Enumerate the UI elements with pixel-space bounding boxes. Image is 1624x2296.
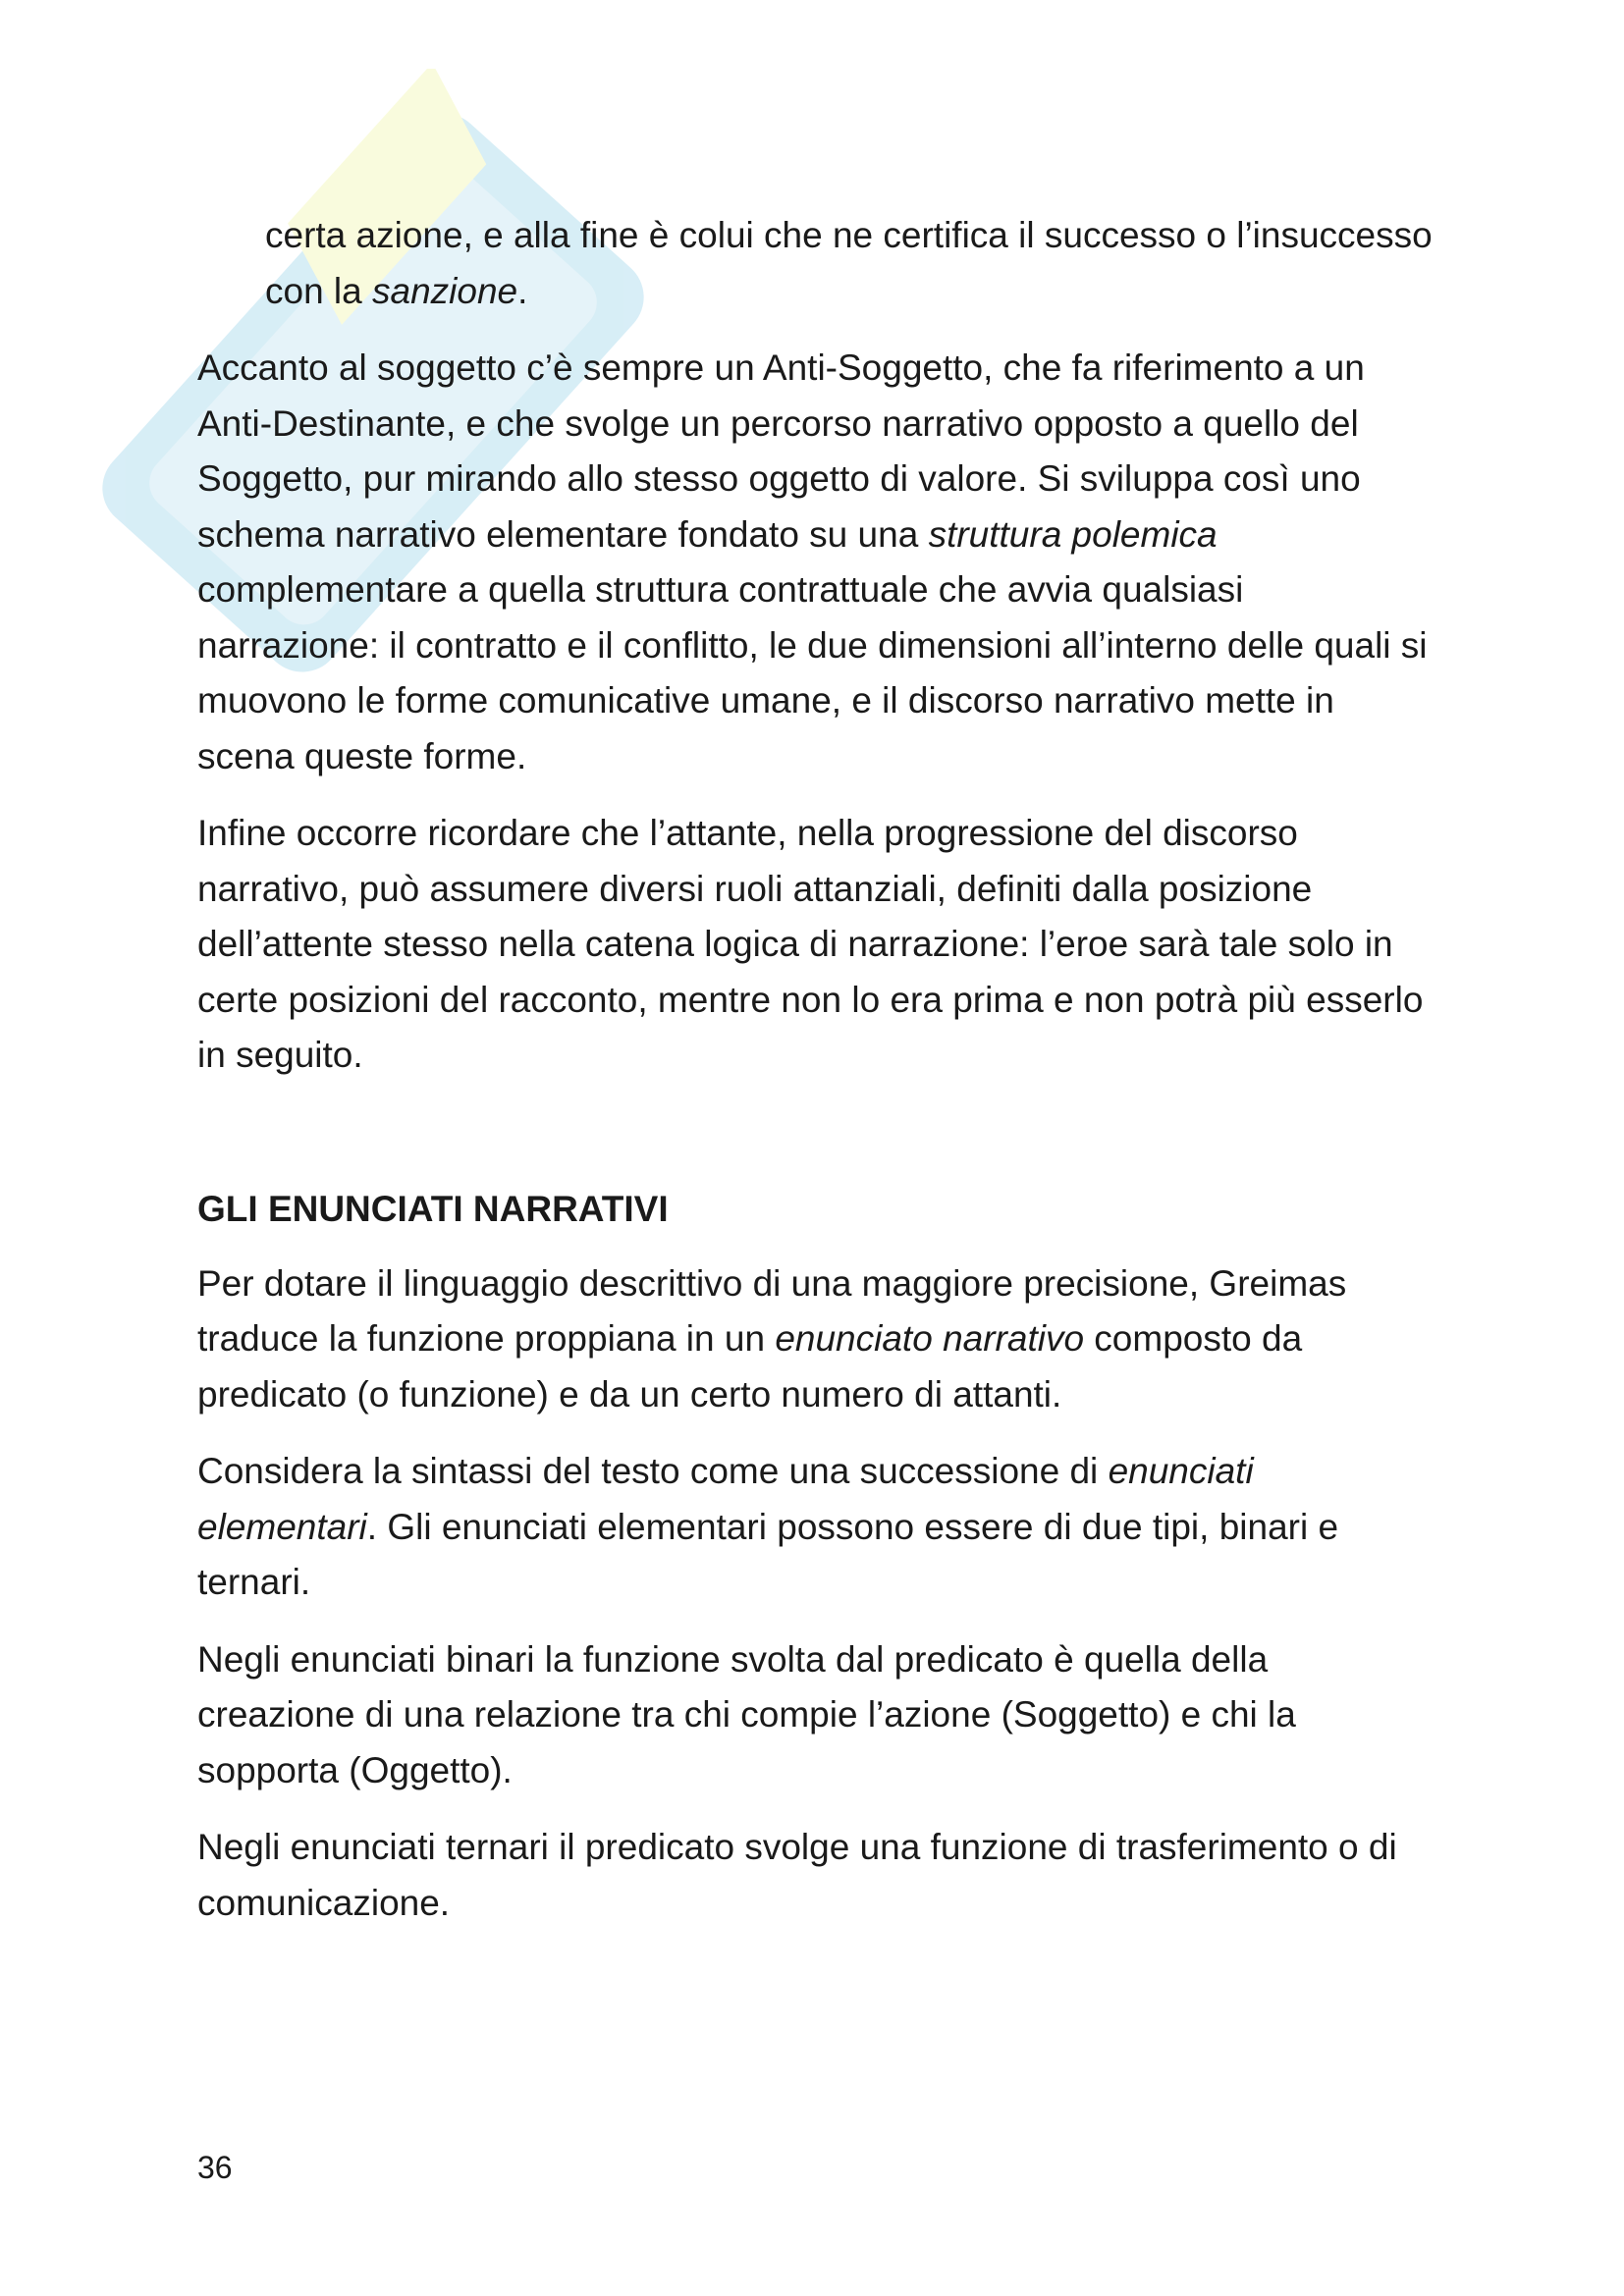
paragraph-continuation: certa azione, e alla fine è colui che ne certifica il successo o l’insuccesso con la sanzione. bbox=[265, 215, 1433, 311]
page-number: 36 bbox=[197, 2150, 233, 2185]
paragraph-enunciati-binari: Negli enunciati binari la funzione svolta dal predicato è quella della creazione di una relazione tra chi compie l’azione (Soggetto) e chi la sopporta (Oggetto). bbox=[197, 1638, 1296, 1790]
paragraph-enunciato-narrativo: Per dotare il linguaggio descrittivo di una maggiore precisione, Greimas traduce la funzione proppiana in un enunciato narrativo composto da predicato (o funzione) e da un certo numero di attanti. bbox=[197, 1262, 1347, 1415]
section-heading: GLI ENUNCIATI NARRATIVI bbox=[197, 1188, 669, 1229]
paragraph-enunciati-elementari: Considera la sintassi del testo come una successione di enunciati elementari. Gli enunciati elementari possono essere di due tipi, binari e ternari. bbox=[197, 1451, 1339, 1602]
paragraph-ruoli-attanziali: Infine occorre ricordare che l’attante, nella progressione del discorso narrativo, può assumere diversi ruoli attanziali, definiti dalla posizione dell’attente stesso nella catena logica di narrazione: l’eroe sarà tale solo in certe posizioni del racconto, mentre non lo era prima e non potrà più esserlo in seguito. bbox=[197, 813, 1424, 1075]
paragraph-anti-soggetto: Accanto al soggetto c’è sempre un Anti-Soggetto, che fa riferimento a un Anti-Destinante, e che svolge un percorso narrativo opposto a quello del Soggetto, pur mirando allo stesso oggetto di valore. Si sviluppa così uno schema narrativo elementare fondato su una struttura polemica complementare a quella struttura contrattuale che avvia qualsiasi narrazione: il contratto e il conflitto, le due dimensioni all’interno delle quali si muovono le forme comunicative umane, e il discorso narrativo mette in scena queste forme. bbox=[197, 347, 1428, 776]
page-content bbox=[197, 208, 1435, 1952]
paragraph-enunciati-ternari: Negli enunciati ternari il predicato svolge una funzione di trasferimento o di comunicazione. bbox=[197, 1827, 1397, 1923]
